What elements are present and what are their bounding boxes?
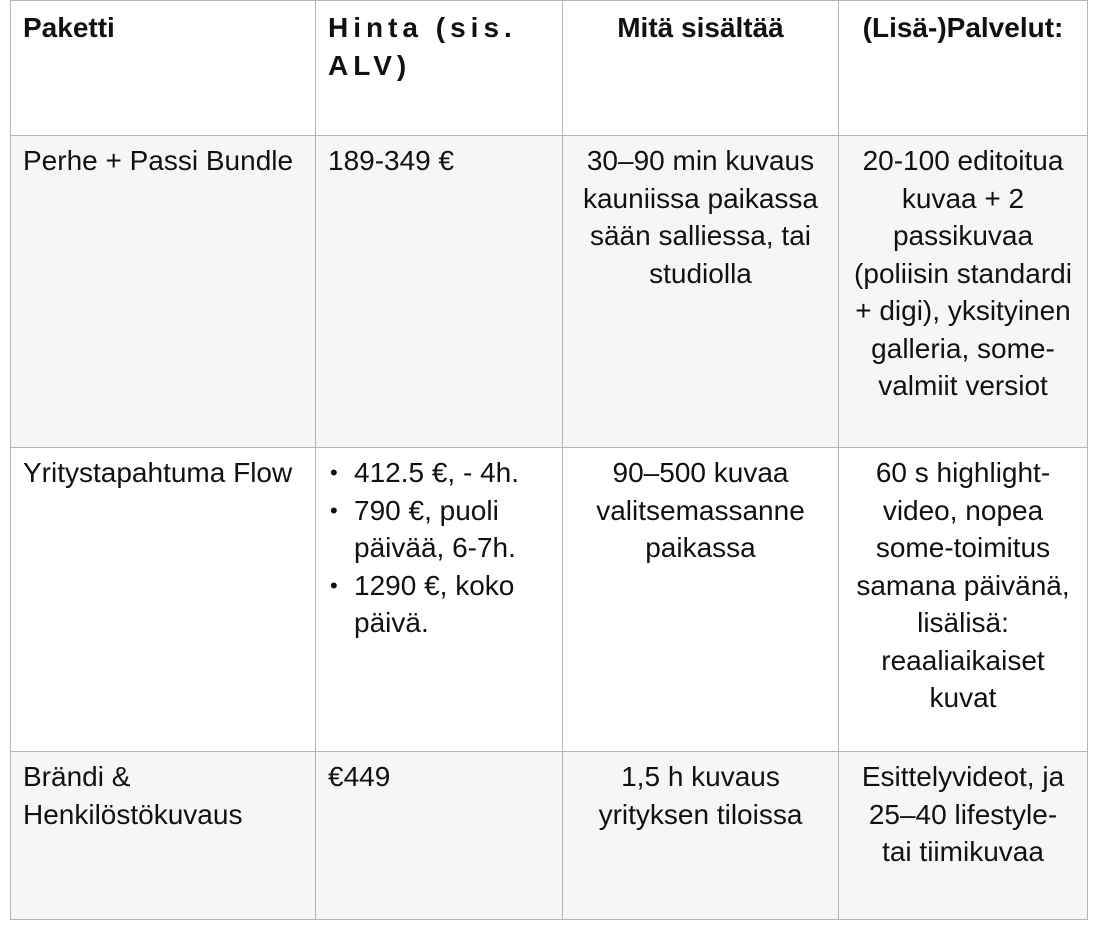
price-cell: 189-349 €: [316, 136, 563, 448]
includes-cell: 30–90 min kuvaus kauniissa paikassa sään salliessa, tai studiolla: [563, 136, 839, 448]
header-includes: Mitä sisältää: [563, 1, 839, 136]
price-option: • 1290 €, koko päivä.: [328, 567, 550, 642]
table-row: [11, 136, 1088, 448]
price-option: • 790 €, puoli päivää, 6-7h.: [328, 492, 550, 567]
pricing-table: [10, 0, 1088, 920]
includes-cell: 1,5 h kuvaus yrityksen tiloissa: [563, 752, 839, 920]
table-row: [11, 448, 1088, 752]
package-name: Brändi & Henkilöstökuvaus: [11, 752, 316, 920]
bullet-icon: •: [330, 572, 338, 598]
bullet-icon: •: [330, 460, 338, 485]
header-services: (Lisä-)Palvelut:: [839, 1, 1088, 136]
price-cell: [316, 448, 563, 752]
header-row: [11, 1, 1088, 136]
bullet-icon: •: [330, 497, 338, 523]
price-option: • 412.5 €, - 4h.: [328, 454, 550, 492]
header-price: Hinta (sis. ALV): [316, 1, 563, 136]
services-cell: 60 s highlight-video, nopea some-toimitus samana päivänä, lisälisä: reaaliaikaiset kuvat: [839, 448, 1088, 752]
price-options-list: [328, 454, 550, 642]
package-name: Perhe + Passi Bundle: [11, 136, 316, 448]
package-name: Yritystapahtuma Flow: [11, 448, 316, 752]
header-package: Paketti: [11, 1, 316, 136]
table-row: [11, 752, 1088, 920]
services-cell: 20-100 editoitua kuvaa + 2 passikuvaa (poliisin standardi + digi), yksityinen galleria, some-valmiit versiot: [839, 136, 1088, 448]
services-cell: Esittelyvideot, ja 25–40 lifestyle- tai tiimikuvaa: [839, 752, 1088, 920]
includes-cell: 90–500 kuvaa valitsemassanne paikassa: [563, 448, 839, 752]
price-cell: €449: [316, 752, 563, 920]
